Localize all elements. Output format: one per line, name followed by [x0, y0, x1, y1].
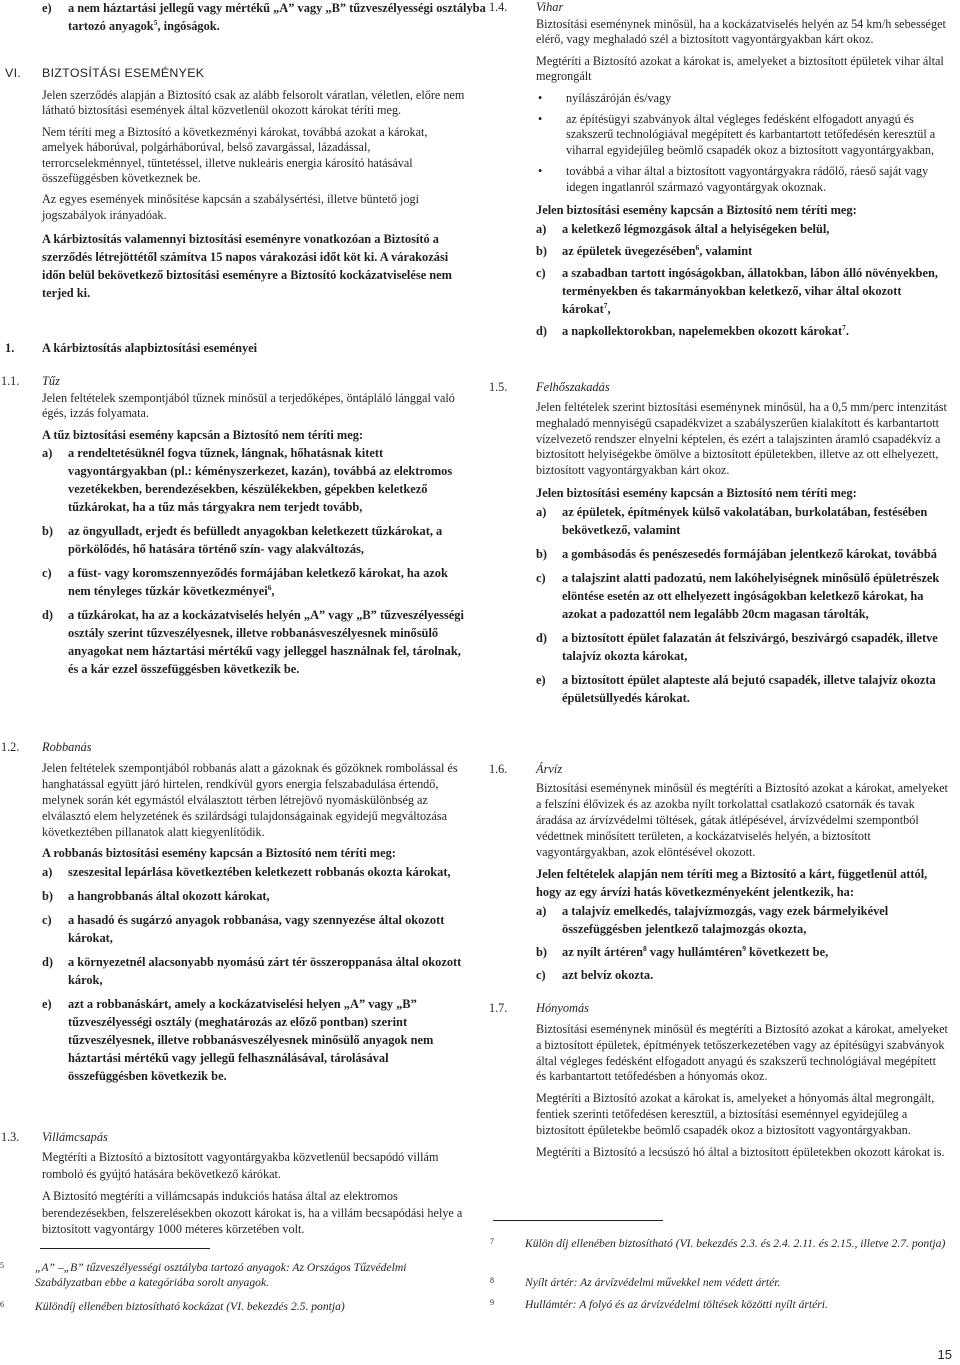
paragraph: Jelen feltételek szempontjából robbanás alatt a gázoknak és gőzöknek rombolással és hanghatással együtt járó hirtelen, rendkívül gyors energia felszabadulása értendő, melynek során két egymástól elválasztott térben létrejövő nyomáskülönbség az elválasztó elem helyzetének és szilárdsági tulajdonságainak egyidejű megváltozása következtében pillanatok alatt kiegyenlítődik.: [42, 761, 458, 840]
paragraph-bold: A kárbiztosítás valamennyi biztosítási eseményre vonatkozóan a Biztosító a szerződés létrejöttétől számítva 15 napos várakozási időt köt ki. A várakozási időn belül bekövetkező biztosítási eseményre a Biztosító kockázatviselése nem terjed ki.: [42, 232, 452, 301]
footnote: 5 „A” –„B” tűzveszélyességi osztályba tartozó anyagok: Az Országos Tűzvédelmi Szabályzatban ebbe a kategóriába sorolt anyagok.: [0, 1261, 407, 1289]
section-title: Villámcsapás: [42, 1130, 108, 1144]
lead-text: Jelen biztosítási esemény kapcsán a Biztosító nem téríti meg:: [536, 485, 857, 500]
section-1-4: 1.4. Vihar Biztosítási eseménynek minősül, ha a kockázatviselés helyén az 54 km/h sebességet elérő, vagy meghaladó szél a biztosított vagyontárgyakban kárt okoz. Megtéríti a Biztosító azokat a károkat is, amelyeket a biztosított épületek vihar által megrongált • nyílászáróján és/vagy • az építésügyi szabványok által végleges fedésként elfogadott anyagú és szakszerű technológiával megépített és karbantartott tetőfedésén keresztül a viharral egyidejűleg beömlő csapadék okoz a biztosított vagyontárgyakban, • továbbá a vihar által a biztosított vagyontárgyakra rádőlő, ráeső saját vagy idegen ingatlanról származó vagyontárgyak okoznak. Jelen biztosítási esemény kapcsán a Biztosító nem téríti meg: a) a keletkező légmozgások által a helyiségeken belül, b) az épületek üvegezésében$^6$, valamint c) a szabadban tartott ingóságokban, állatokban, lábon álló növényekben, terményekben és takarmányokban keletkező, vihar által okozott károkat$^7$, d) a napkollektorokban, napelemekben okozott károkat$^7$.: [536, 0, 949, 340]
list-item: c) a talajszint alatti padozatú, nem lakóhelyiségnek minősülő épületrészek elöntése esetén az ott elhelyezett ingóságokban keletkező károkat, ha azokat a padozattól nem legalább 20cm magasan tárolták,: [536, 570, 940, 621]
lead-text: Jelen biztosítási esemény kapcsán a Biztosító nem téríti meg:: [536, 203, 857, 218]
list-item: e) a nem háztartási jellegű vagy mértékű „A” vagy „B” tűzveszélyességi osztályba tartozó anyagok$^5$, ingóságok.: [42, 1, 486, 33]
paragraph: Biztosítási eseménynek minősül és megtéríti a Biztosító azokat a károkat, amelyeket a felszíni élővizek és az azokba nyílt torkolattal csatlakozó csatornák és tavak áradása az árvízvédelmi töltések, gátak átlépésével, árvízvédelmi szempontból védettnek minősített területen, a kockázatviselés helyén, a biztosított vagyontárgyakban, azok elöntésével okozott.: [536, 781, 948, 859]
paragraph: A Biztosító megtéríti a villámcsapás indukciós hatása által az elektromos berendezésekben, felszerelésekben okozott károkat is, ha a villám becsapódási helye a biztosított vagyontárgy 1000 méteres körzetében volt.: [42, 1189, 463, 1236]
section-1-2: 1.2. Robbanás Jelen feltételek szempontjából robbanás alatt a gázoknak és gőzöknek rombolással és hanghatással együtt járó hirtelen, rendkívül gyors energia felszabadulása értendő, melynek során két egymástól elválasztott térben létrejövő nyomáskülönbség az elválasztó elem helyzetének és szilárdsági tulajdonságainak egyidejű megváltozása következtében pillanatok alatt kiegyenlítődik. A robbanás biztosítási esemény kapcsán a Biztosító nem téríti meg: a) szeszesital lepárlása következtében keletkezett robbanás okozta károkat, b) a hangrobbanás által okozott károkat, c) a hasadó és sugárzó anyagok robbanása, vagy szennyezése által okozott károkat, d) a környezetnél alacsonyabb nyomású zárt tér összeroppanása által okozott károk, e) azt a robbanáskárt, amely a kockázatviselési helyen „A” vagy „B” tűzveszélyességi osztály (meghatározás az előző pontban) szerint tűzveszélyesnek, illetve robbanásveszélyesnek minősülő anyagok nem háztartási mértékű vagy jellegű felhasználásával, tárolásával összefüggésben következik be.: [42, 740, 466, 1085]
list-item: d) a napkollektorokban, napelemekben okozott károkat$^7$.: [536, 322, 849, 339]
heading: A kárbiztosítás alapbiztosítási eseményei: [42, 341, 258, 355]
section-title: Árvíz: [536, 762, 563, 776]
list-item: c) azt belvíz okozta.: [536, 968, 654, 982]
section-title: BIZTOSÍTÁSI ESEMÉNYEK: [42, 66, 205, 80]
list-item: e) azt a robbanáskárt, amely a kockázatviselési helyen „A” vagy „B” tűzveszélyességi osztály (meghatározás az előző pontban) szerint tűzveszélyesnek, illetve robbanásveszélyesnek minősülő anyagok nem háztartási mértékű vagy jellegű felhasználásával, tárolásával összefüggésben következik be.: [42, 997, 434, 1084]
paragraph: Jelen feltételek szempontjából tűznek minősül a terjedőképes, öntápláló lánggal való égés, izzás folyamata.: [42, 391, 455, 421]
section-1-1: 1.1. Tűz Jelen feltételek szempontjából tűznek minősül a terjedőképes, öntápláló lánggal való égés, izzás folyamata. A tűz biztosítási esemény kapcsán a Biztosító nem téríti meg: a) a rendeltetésüknél fogva tűznek, lángnak, hőhatásnak kitett vagyontárgyakban (pl.: kéményszerkezet, kazán), továbbá az elektromos vezetékekben, berendezésekben, készülékekben, gépekben keletkező tűzkárokat, ha a tűz más tárgyakra nem terjedt tovább, b) az öngyulladt, erjedt és befülledt anyagokban keletkezett tűzkárokat, a pörkölődés, hő hatására történő szín- vagy alakváltozás, c) a füst- vagy koromszennyeződés formájában keletkező károkat, ha azok nem tényleges tűzkár következményei$^6$, d) a tűzkárokat, ha az a kockázatviselés helyén „A” vagy „B” tűzveszélyességi osztály szerint tűzveszélyesnek, illetve robbanásveszélyesnek minősülő anyagokat nem háztartási mértékű vagy jelleggel használnak fel, tárolnak, és a kár ezzel összefüggésben következik be.: [42, 374, 466, 678]
list-item: a) a keletkező légmozgások által a helyiségeken belül,: [536, 222, 830, 237]
list-item: b) a gombásodás és penészesedés formájában jelentkező károkat, továbbá: [536, 546, 937, 561]
list-item: b) az épületek üvegezésében$^6$, valamint: [536, 242, 753, 259]
section-1-7: 1.7. Hónyomás Biztosítási eseménynek minősül és megtéríti a Biztosító azokat a károkat, amelyeket a biztosított épületek, építmények tetőszerkezetében vagy az építésügyi szabványok által végleges fedésként elfogadott anyagú és szakszerű technológiával megépített és karbantartott tetőfedésben a hónyomás okoz. Megtéríti a Biztosító azokat a károkat is, amelyeket a hónyomás által megrongált, fentiek szerinti tetőfedésen keresztül, a biztosítási eseménnyel egyidejűleg a biztosított épületekbe beömlő csapadék okoz a biztosított vagyontárgyakban. Megtéríti a Biztosító a lecsúszó hó által a biztosított épületekben okozott károkat is.: [489, 1001, 948, 1159]
bullet-item: • továbbá a vihar által a biztosított vagyontárgyakra rádőlő, ráeső saját vagy idegen ingatlanról származó vagyontárgyak okoznak.: [538, 164, 929, 194]
paragraph: Biztosítási eseménynek minősül és megtéríti a Biztosító azokat a károkat, amelyeket a biztosított épületek, építmények tetőszerkezetében vagy az építésügyi szabványok által végleges fedésként elfogadott anyagú és szakszerű technológiával megépített és karbantartott tetőfedésben a hónyomás okoz.: [536, 1022, 948, 1084]
lead-text: A robbanás biztosítási esemény kapcsán a Biztosító nem téríti meg:: [42, 846, 396, 861]
section-title: Tűz: [42, 374, 60, 388]
page-number: 15: [937, 1347, 952, 1362]
list-item: c) a füst- vagy koromszennyeződés formájában keletkező károkat, ha azok nem tényleges tűzkár következményei$^6$,: [42, 565, 448, 598]
list-item: d) a tűzkárokat, ha az a kockázatviselés helyén „A” vagy „B” tűzveszélyességi osztály szerint tűzveszélyesnek, illetve robbanásveszélyesnek minősülő anyagokat nem háztartási mértékű vagy jelleggel használnak fel, tárolnak, és a kár ezzel összefüggésben következik be.: [42, 607, 464, 676]
section-title: Vihar: [536, 0, 564, 14]
list-item: a) szeszesital lepárlása következtében keletkezett robbanás okozta károkat,: [42, 865, 451, 880]
footnote: 6 Különdíj ellenében biztosítható kockázat (VI. bekezdés 2.5. pontja): [0, 1300, 345, 1313]
section-title: Hónyomás: [536, 1001, 589, 1015]
paragraph: Jelen feltételek szerint biztosítási eseménynek minősül, ha a 0,5 mm/perc intenzitást meghaladó mennyiségű csapadékvizet a szabályszerűen kialakított és karbantartott vízelvezető rendszer elnyelni képtelen, és ezért a talajszinten áramló csapadékvíz a biztosított helyiségekbe ömölve a biztosított épületekben, illetve az ott elhelyezett, biztosított vagyontárgyakban kárt okoz.: [536, 400, 947, 478]
list-item: b) a hangrobbanás által okozott károkat,: [42, 889, 270, 904]
list-item: b) az öngyulladt, erjedt és befülledt anyagokban keletkezett tűzkárokat, a pörkölődés, hő hatására történő szín- vagy alakváltozás,: [42, 523, 443, 556]
lead-text: Jelen feltételek alapján nem téríti meg a Biztosító a kárt, függetlenül attól, hogy az egy árvízi hatás következményeként jelentkezik, ha:: [536, 867, 928, 899]
footnote: 8 Nyílt ártér: Az árvízvédelmi művekkel nem védett ártér.: [490, 1276, 781, 1289]
paragraph: Megtéríti a Biztosító a lecsúszó hó által a biztosított épületekben okozott károkat is.: [536, 1144, 945, 1159]
section-number: VI.: [5, 66, 22, 80]
section-1-3: 1.3. Villámcsapás Megtéríti a Biztosító a biztosított vagyontárgyakba közvetlenül becsapódó villám romboló és gyújtó hatására bekövetkező kárókat. A Biztosító megtéríti a villámcsapás indukciós hatása által az elektromos berendezésekben, felszerelésekben okozott károkat is, ha a villám becsapódási helye a biztosított vagyontárgy 1000 méteres körzetében volt.: [42, 1130, 466, 1238]
paragraph: Jelen szerződés alapján a Biztosító csak az alább felsorolt váratlan, véletlen, előre nem látható biztosítási események által közvetlenül okozott károkat téríti meg.: [42, 88, 465, 118]
footnote-divider: [40, 1248, 210, 1249]
section-1-6: 1.6. Árvíz Biztosítási eseménynek minősül és megtéríti a Biztosító azokat a károkat, amelyeket a felszíni élővizek és az azokba nyílt torkolattal csatlakozó csatornák és tavak áradása az árvízvédelmi töltések, gátak átlépésével, árvízvédelmi szempontból védettnek minősített területen, a kockázatviselés helyén, a biztosított vagyontárgyakban, azok elöntésével okozott. Jelen feltételek alapján nem téríti meg a Biztosító a kárt, függetlenül attól, hogy az egy árvízi hatás következményeként jelentkezik, ha: a) a talajvíz emelkedés, talajvízmozgás, vagy ezek bármelyikével összefüggésben jelentkező talajmozgás okozta, b) az nyílt ártéren$^8$ vagy hullámtéren$^9$ következett be, c) azt belvíz okozta.: [489, 762, 948, 982]
list-item: a) a rendeltetésüknél fogva tűznek, lángnak, hőhatásnak kitett vagyontárgyakban (pl.: kéményszerkezet, kazán), továbbá az elektromos vezetékekben, berendezésekben, készülékekben, gépekben keletkező tűzkárokat, ha a tűz más tárgyakra nem terjedt tovább,: [42, 445, 453, 514]
paragraph: Az egyes események minősítése kapcsán a szabálysértési, illetve büntető jogi jogszabályok irányadóak.: [42, 192, 420, 222]
paragraph: Megtéríti a Biztosító azokat a károkat is, amelyeket a biztosított épületek vihar által megrongált: [536, 53, 944, 84]
list-item: e) a biztosított épület alapteste alá bejutó csapadék, illetve talajvíz okozta épületsüllyedés károkat.: [536, 672, 936, 705]
list-item: b) az nyílt ártéren$^8$ vagy hullámtéren$^9$ következett be,: [536, 943, 829, 959]
paragraph: Biztosítási eseménynek minősül, ha a kockázatviselés helyén az 54 km/h sebességet elérő, vagy meghaladó szél a biztosított vagyontárgyakban kárt okoz.: [536, 17, 946, 47]
list-item: a) a talajvíz emelkedés, talajvízmozgás, vagy ezek bármelyikével összefüggésben jelentkező talajmozgás okozta,: [536, 904, 889, 936]
footnote: 9 Hullámtér: A folyó és az árvízvédelmi töltések közötti nyílt ártéri.: [490, 1298, 828, 1311]
list-item: c) a szabadban tartott ingóságokban, állatokban, lábon álló növényekben, terményekben és takarmányokban keletkező, vihar által okozott károkat$^7$,: [536, 266, 938, 317]
paragraph: Megtéríti a Biztosító azokat a károkat is, amelyeket a hónyomás által megrongált, fentiek szerinti tetőfedésen keresztül, a biztosítási eseménnyel egyidejűleg a biztosított épületekbe beömlő csapadék okoz a biztosított vagyontárgyakban.: [536, 1091, 935, 1137]
list-item: c) a hasadó és sugárzó anyagok robbanása, vagy szennyezése által okozott károkat,: [42, 913, 445, 946]
lead-text: A tűz biztosítási esemény kapcsán a Biztosító nem téríti meg:: [42, 427, 364, 442]
footnote: 7 Külön díj ellenében biztosítható (VI. bekezdés 2.3. és 2.4. 2.11. és 2.15., illetve 2.7. pontja): [490, 1237, 946, 1250]
heading-number: 1.: [5, 341, 15, 355]
paragraph: Nem téríti meg a Biztosító a következményi károkat, továbbá azokat a károkat, amelyek háborúval, polgárháborúval, belső zavargással, lázadással, terrorcselekménnyel, tüntetéssel, illetve nukleáris energia károsító hatásával összefüggésben következnek be.: [42, 124, 428, 186]
section-title: Felhőszakadás: [536, 380, 610, 394]
list-item: d) a környezetnél alacsonyabb nyomású zárt tér összeroppanása által okozott károk,: [42, 955, 462, 988]
bullet-item: • az építésügyi szabványok által végleges fedésként elfogadott anyagú és szakszerű technológiával megépített és karbantartott tetőfedésén keresztül a viharral egyidejűleg beömlő csapadék okoz a biztosított vagyontárgyakban,: [538, 112, 936, 157]
paragraph: Megtéríti a Biztosító a biztosított vagyontárgyakba közvetlenül becsapódó villám romboló és gyújtó hatására bekövetkező kárókat.: [42, 1150, 439, 1181]
list-item: a) az épületek, építmények külső vakolatában, burkolatában, festésében bekövetkező, valamint: [536, 504, 928, 537]
bullet-item: • nyílászáróján és/vagy: [538, 90, 672, 105]
section-1-5: 1.5. Felhőszakadás Jelen feltételek szerint biztosítási eseménynek minősül, ha a 0,5 mm/perc intenzitást meghaladó mennyiségű csapadékvizet a szabályszerűen kialakított és karbantartott vízelvezető rendszer elnyelni képtelen, és ezért a talajszinten áramló csapadékvíz a biztosított helyiségekbe ömölve a biztosított épületekben, illetve az ott elhelyezett, biztosított vagyontárgyakban kárt okoz. Jelen biztosítási esemény kapcsán a Biztosító nem téríti meg: a) az épületek, építmények külső vakolatában, burkolatában, festésében bekövetkező, valamint b) a gombásodás és penészesedés formájában jelentkező károkat, továbbá c) a talajszint alatti padozatú, nem lakóhelyiségnek minősülő épületrészek elöntése esetén az ott elhelyezett ingóságokban keletkező károkat, ha azokat a padozattól nem legalább 20cm magasan tárolták, d) a biztosított épület falazatán át felszivárgó, beszivárgó csapadék, illetve talajvíz okozta károkat, e) a biztosított épület alapteste alá bejutó csapadék, illetve talajvíz okozta épületsüllyedés károkat.: [536, 380, 949, 707]
section-title: Robbanás: [42, 740, 92, 754]
footnote-divider: [493, 1220, 663, 1221]
list-item: d) a biztosított épület falazatán át felszivárgó, beszivárgó csapadék, illetve talajvíz okozta károkat,: [536, 630, 938, 663]
